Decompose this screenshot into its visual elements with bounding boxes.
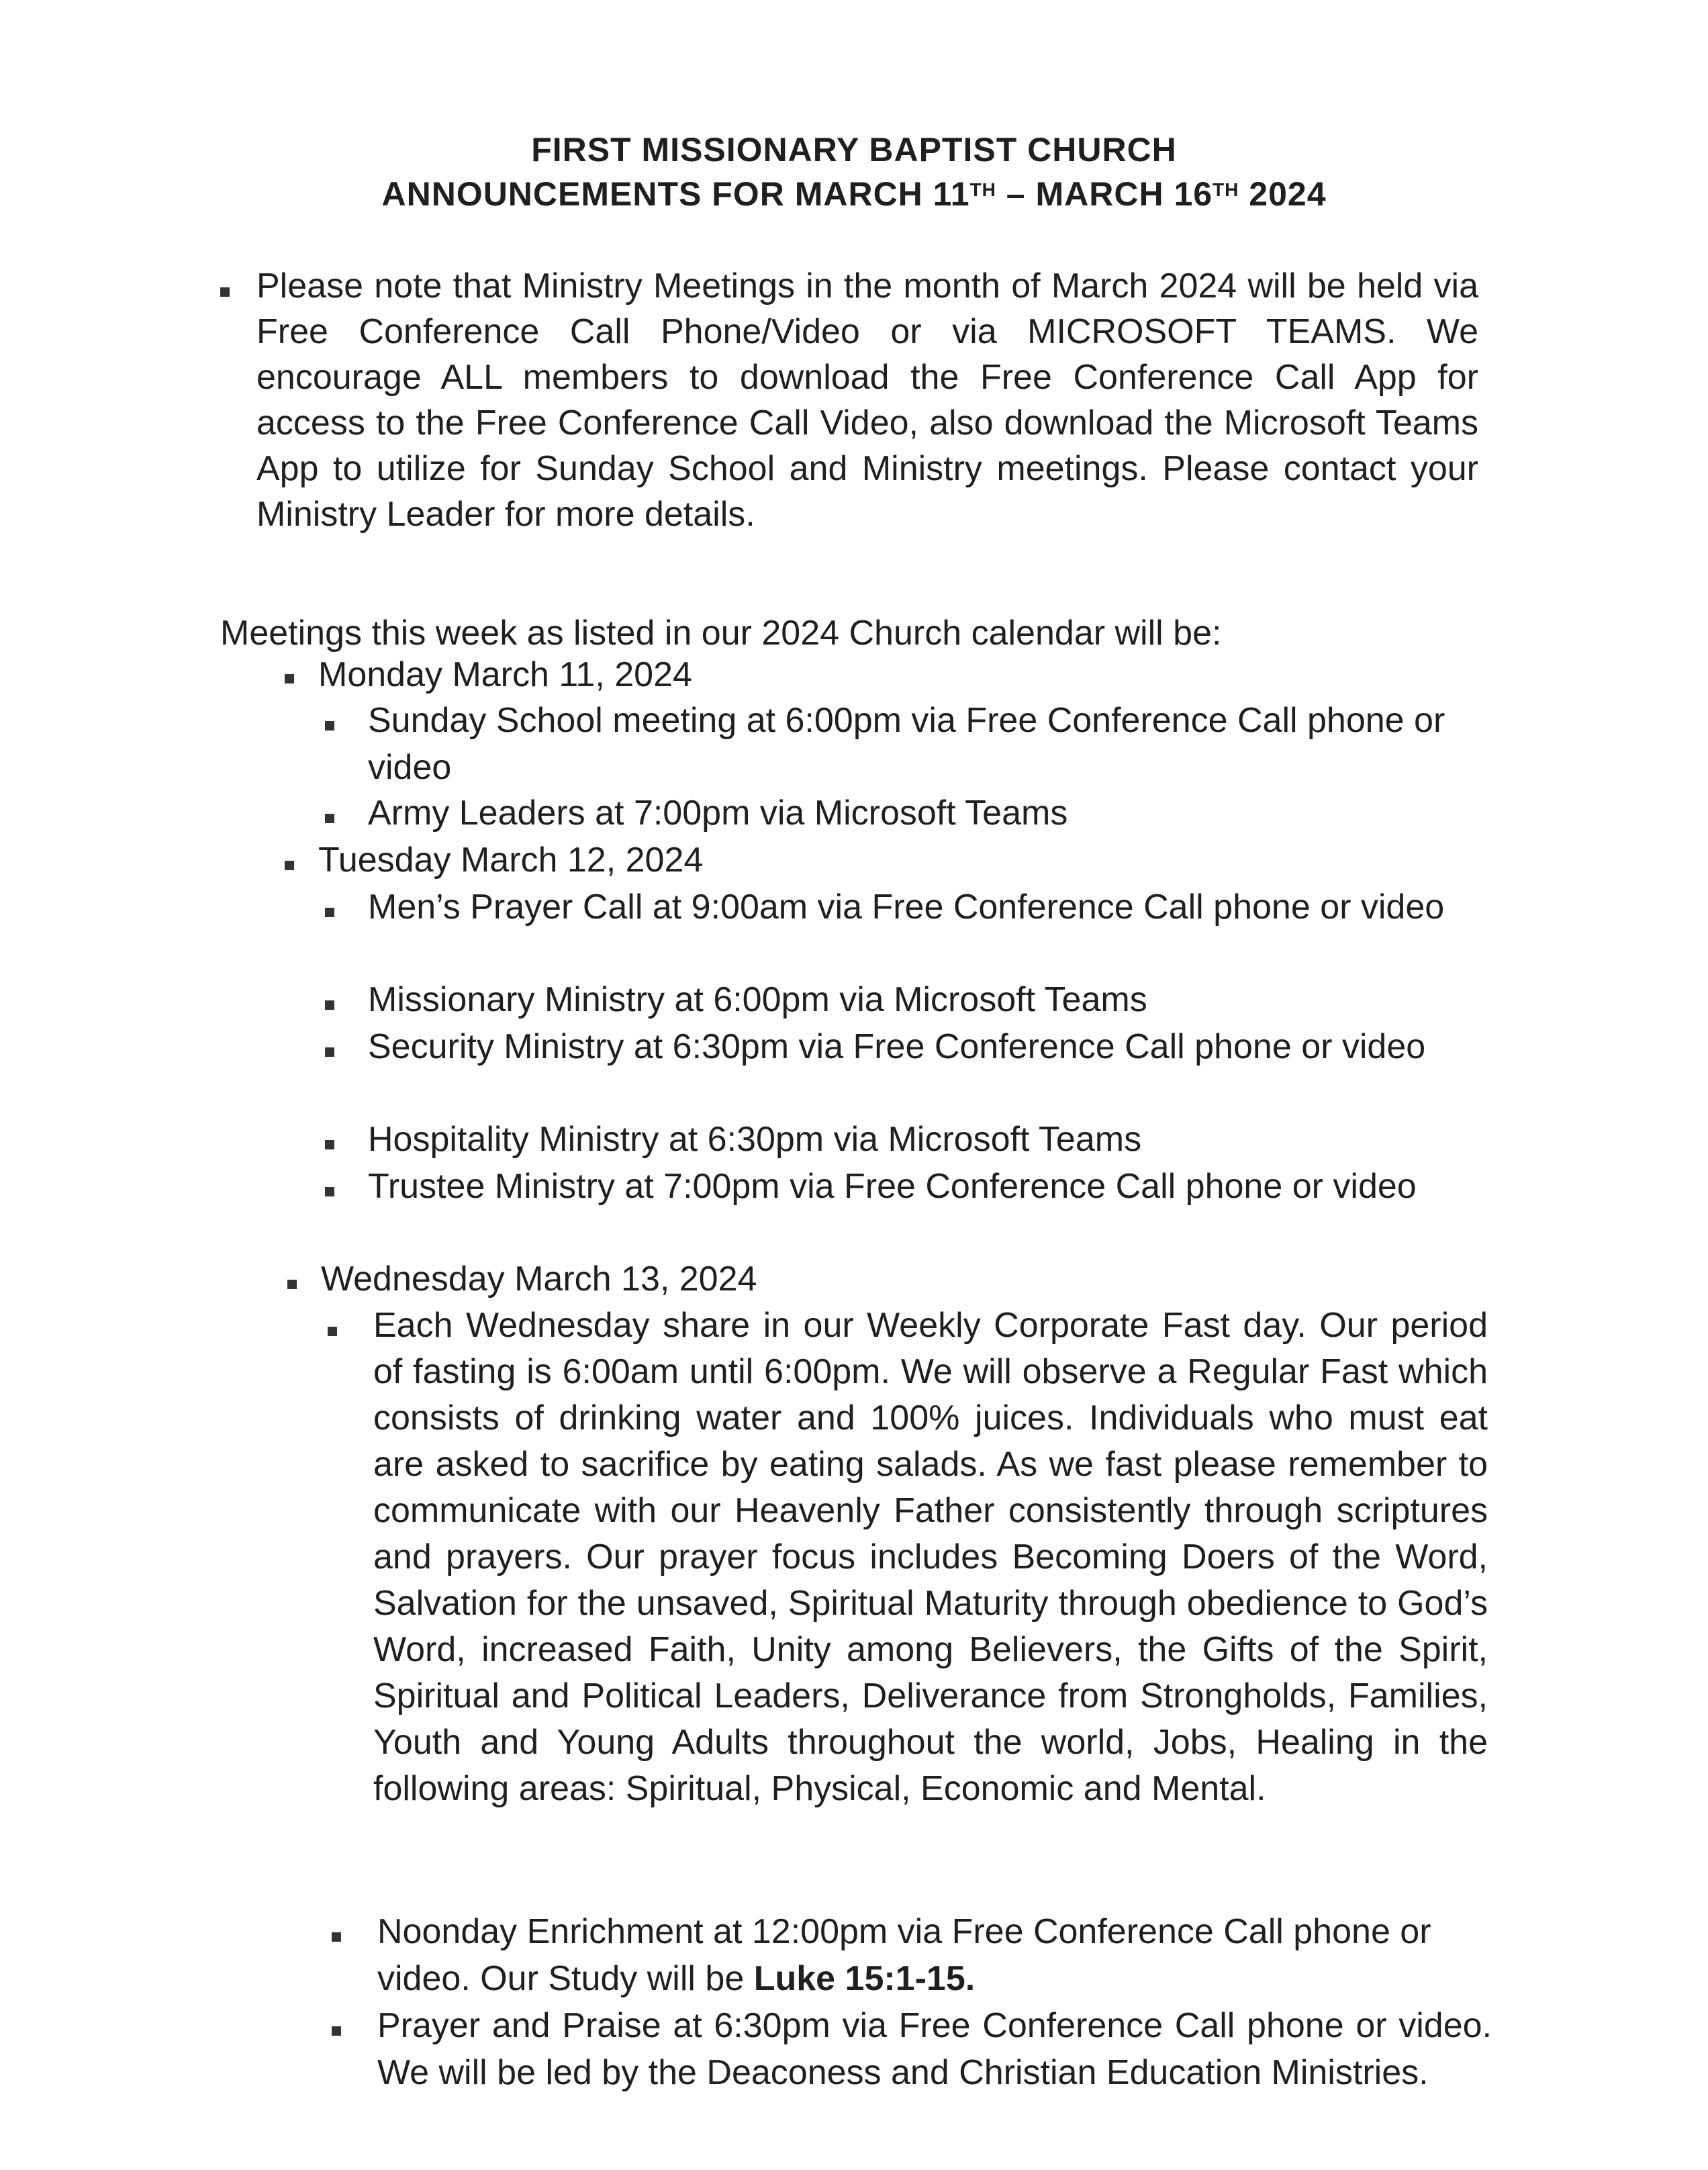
- bullet-icon: [328, 1327, 337, 1336]
- bullet-icon: [325, 1187, 334, 1196]
- meeting-item: Hospitality Ministry at 6:30pm via Microsoft Teams: [368, 1120, 1142, 1159]
- ordinal-suffix-2: TH: [1213, 179, 1239, 200]
- announcements-prefix: ANNOUNCEMENTS FOR MARCH 11: [381, 175, 970, 213]
- date-range-end: – MARCH 16: [996, 175, 1213, 213]
- meeting-item: Army Leaders at 7:00pm via Microsoft Teams: [368, 794, 1068, 833]
- meeting-item: Security Ministry at 6:30pm via Free Conference Call phone or video: [368, 1027, 1426, 1066]
- meeting-item: Sunday School meeting at 6:00pm via Free Conference Call phone or video: [368, 701, 1445, 787]
- day-label-wednesday: Wednesday March 13, 2024: [321, 1260, 757, 1299]
- fast-day-item: Each Wednesday share in our Weekly Corporate Fast day. Our period of fasting is 6:00am until 6:00pm. We will observe a Regular Fast which consists of drinking water and 100% juices. Individuals who must eat are asked to sacrifice by eating salads. As we fast please remember to communicate with our Heavenly Father consistently through scriptures and prayers. Our prayer focus includes Becoming Doers of the Word, Salvation for the unsaved, Spiritual Maturity through obedience to God’s Word, increased Faith, Unity among Believers, the Gifts of the Spirit, Spiritual and Political Leaders, Deliverance from Strongholds, Families, Youth and Young Adults throughout the world, Jobs, Healing in the following areas: Spiritual, Physical, Economic and Mental.: [373, 1306, 1488, 1808]
- meeting-item: Missionary Ministry at 6:00pm via Microsoft Teams: [368, 980, 1147, 1019]
- day-label-tuesday: Tuesday March 12, 2024: [318, 841, 704, 880]
- ordinal-suffix-1: TH: [969, 179, 996, 200]
- meetings-heading: Meetings this week as listed in our 2024 Church calendar will be:: [220, 614, 1222, 653]
- church-name: FIRST MISSIONARY BAPTIST CHURCH: [531, 131, 1177, 169]
- bullet-icon: [332, 2026, 341, 2036]
- meeting-item: Trustee Ministry at 7:00pm via Free Conference Call phone or video: [368, 1167, 1417, 1206]
- bullet-icon: [287, 1280, 297, 1289]
- intro-note: Please note that Ministry Meetings in the month of March 2024 will be held via Free Conference Call Phone/Video or via MICROSOFT TEAMS. We encourage ALL members to download the Free Conference Call App for access to the Free Conference Call Video, also download the Microsoft Teams App to utilize for Sunday School and Ministry meetings. Please contact your Ministry Leader for more details.: [256, 267, 1478, 534]
- bullet-icon: [325, 1000, 334, 1010]
- bullet-icon: [285, 861, 294, 870]
- bullet-icon: [325, 1047, 334, 1057]
- noonday-item: [377, 1908, 1492, 2002]
- bullet-icon: [325, 814, 334, 823]
- title-block: [0, 128, 1708, 216]
- day-label-monday: Monday March 11, 2024: [318, 655, 692, 694]
- study-reference: Luke 15:1-15.: [753, 1959, 976, 1998]
- announcements-date-line: [0, 172, 1708, 216]
- bullet-icon: [332, 1932, 341, 1942]
- noonday-text: Noonday Enrichment at 12:00pm via Free Conference Call phone or video. Our Study will be: [377, 1912, 1431, 1998]
- bullet-icon: [325, 1140, 334, 1149]
- bullet-icon: [325, 721, 334, 730]
- bullet-icon: [325, 908, 334, 917]
- bullet-icon: [285, 674, 294, 683]
- year-label: 2024: [1239, 175, 1327, 213]
- bullet-icon: [220, 287, 230, 297]
- meeting-item: Men’s Prayer Call at 9:00am via Free Conference Call phone or video: [368, 888, 1445, 927]
- prayer-praise-item: Prayer and Praise at 6:30pm via Free Conference Call phone or video. We will be led by the Deaconess and Christian Education Ministries.: [377, 2006, 1492, 2092]
